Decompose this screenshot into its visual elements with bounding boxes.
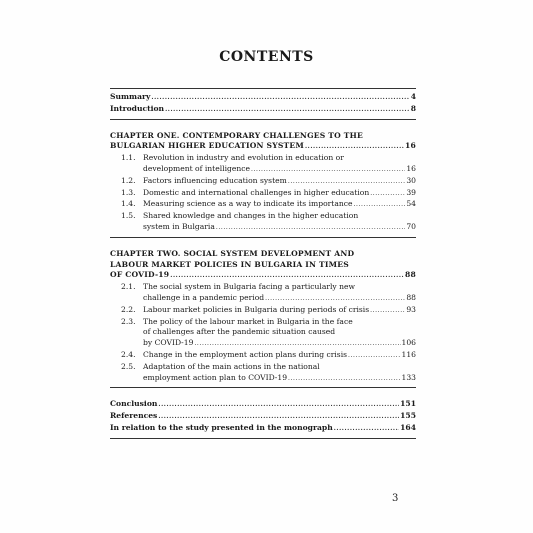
entry-page: 16 [405,141,416,151]
table-of-contents [110,88,416,439]
entry-page: 116 [401,349,416,359]
dot-leader [170,271,404,282]
dot-leader [165,105,410,116]
toc-entry-conclusion [110,399,416,411]
section-title: The policy of the labour market in Bulgaria in the face [143,316,353,326]
entry-page: 16 [406,163,416,173]
entry-page: 164 [400,422,416,432]
toc-entry-introduction [110,104,416,116]
section-title: Change in the employment action plans during crisis [143,349,348,359]
dot-leader [216,223,405,234]
chapter-heading-line: OF COVID-19 [110,270,170,280]
section-title: The social system in Bulgaria facing a particularly new [143,282,356,292]
toc-section-2-5 [110,362,416,373]
entry-page: 88 [406,292,416,302]
divider [110,88,416,89]
toc-section-2-5-cont [110,373,416,385]
divider [110,119,416,120]
dot-leader [348,351,400,362]
chapter-heading-line: CHAPTER TWO. SOCIAL SYSTEM DEVELOPMENT AND [110,248,355,258]
divider [110,237,416,238]
chapter-heading-2 [110,249,416,282]
entry-label: In relation to the study presented in the monograph [110,422,333,432]
section-title: Shared knowledge and changes in the higher education [143,211,359,221]
dot-leader [305,142,404,153]
entry-label: Conclusion [110,399,158,409]
section-number: 2.3. [121,316,136,326]
toc-section-2-1-cont [110,293,416,305]
entry-page: 151 [400,399,416,409]
section-number: 2.5. [121,361,136,371]
toc-entry-references [110,411,416,423]
entry-page: 70 [406,221,416,231]
entry-page: 4 [410,92,416,101]
toc-section-2-1 [110,282,416,293]
chapter-heading-line: BULGARIAN HIGHER EDUCATION SYSTEM [110,141,304,151]
entry-page: 39 [406,187,416,197]
section-title: Revolution in industry and evolution in education or [143,153,344,163]
entry-label: Introduction [110,103,165,113]
entry-page: 106 [401,338,416,348]
dot-leader [158,412,399,423]
section-number: 1.2. [121,175,136,185]
section-title: development of intelligence [143,163,250,173]
toc-section-1-2 [110,176,416,188]
section-title: system in Bulgaria [143,221,215,231]
dot-leader [370,306,405,317]
chapter-heading-1 [110,131,416,154]
entry-page: 30 [406,175,416,185]
toc-section-2-3 [110,317,416,339]
section-title: by COVID-19 [143,338,194,348]
page-number: 3 [392,493,399,504]
chapter-heading-line: LABOUR MARKET POLICIES IN BULGARIA IN TIMES [110,259,349,269]
entry-page: 54 [406,199,416,209]
chapter-heading-line: CHAPTER ONE. CONTEMPORARY CHALLENGES TO THE [110,130,364,140]
section-title: Factors influencing education system [143,175,287,185]
entry-label: References [110,411,158,421]
page-title: CONTENTS [219,49,314,65]
toc-section-1-3 [110,188,416,200]
dot-leader [288,374,400,385]
dot-leader [334,424,399,435]
divider [110,387,416,388]
toc-section-2-3-cont [110,338,416,350]
dot-leader [288,177,406,188]
dot-leader [354,200,406,211]
toc-section-1-1-cont [110,164,416,176]
toc-entry-in-relation [110,423,416,435]
section-number: 1.1. [121,153,136,163]
dot-leader [194,339,400,350]
divider [110,438,416,439]
section-number: 2.1. [121,282,136,292]
toc-section-2-4 [110,350,416,362]
entry-page: 155 [400,411,416,421]
entry-page: 133 [401,372,416,382]
section-number: 1.4. [121,199,136,209]
section-title: challenge in a pandemic period [143,292,265,302]
entry-label: Summary [110,92,151,101]
dot-leader [251,165,405,176]
section-number: 1.5. [121,211,136,221]
dot-leader [265,294,405,305]
section-title: Labour market policies in Bulgaria during periods of crisis [143,304,370,314]
toc-section-1-5 [110,211,416,222]
entry-page: 93 [406,304,416,314]
section-number: 1.3. [121,187,136,197]
entry-page: 8 [410,103,416,113]
section-number: 2.4. [121,349,136,359]
dot-leader [151,93,409,104]
entry-page: 88 [405,270,416,280]
section-title: employment action plan to COVID-19 [143,372,288,382]
section-title: of challenges after the pandemic situation caused [143,327,336,337]
section-number: 2.2. [121,304,136,314]
toc-section-1-1 [110,153,416,164]
toc-section-1-5-cont [110,222,416,234]
toc-entry-summary [110,92,416,104]
section-title: Adaptation of the main actions in the national [143,361,320,371]
toc-section-1-4 [110,199,416,211]
dot-leader [158,400,399,411]
dot-leader [370,189,405,200]
toc-section-2-2 [110,305,416,317]
section-title: Measuring science as a way to indicate its importance [143,199,353,209]
section-title: Domestic and international challenges in higher education [143,187,370,197]
